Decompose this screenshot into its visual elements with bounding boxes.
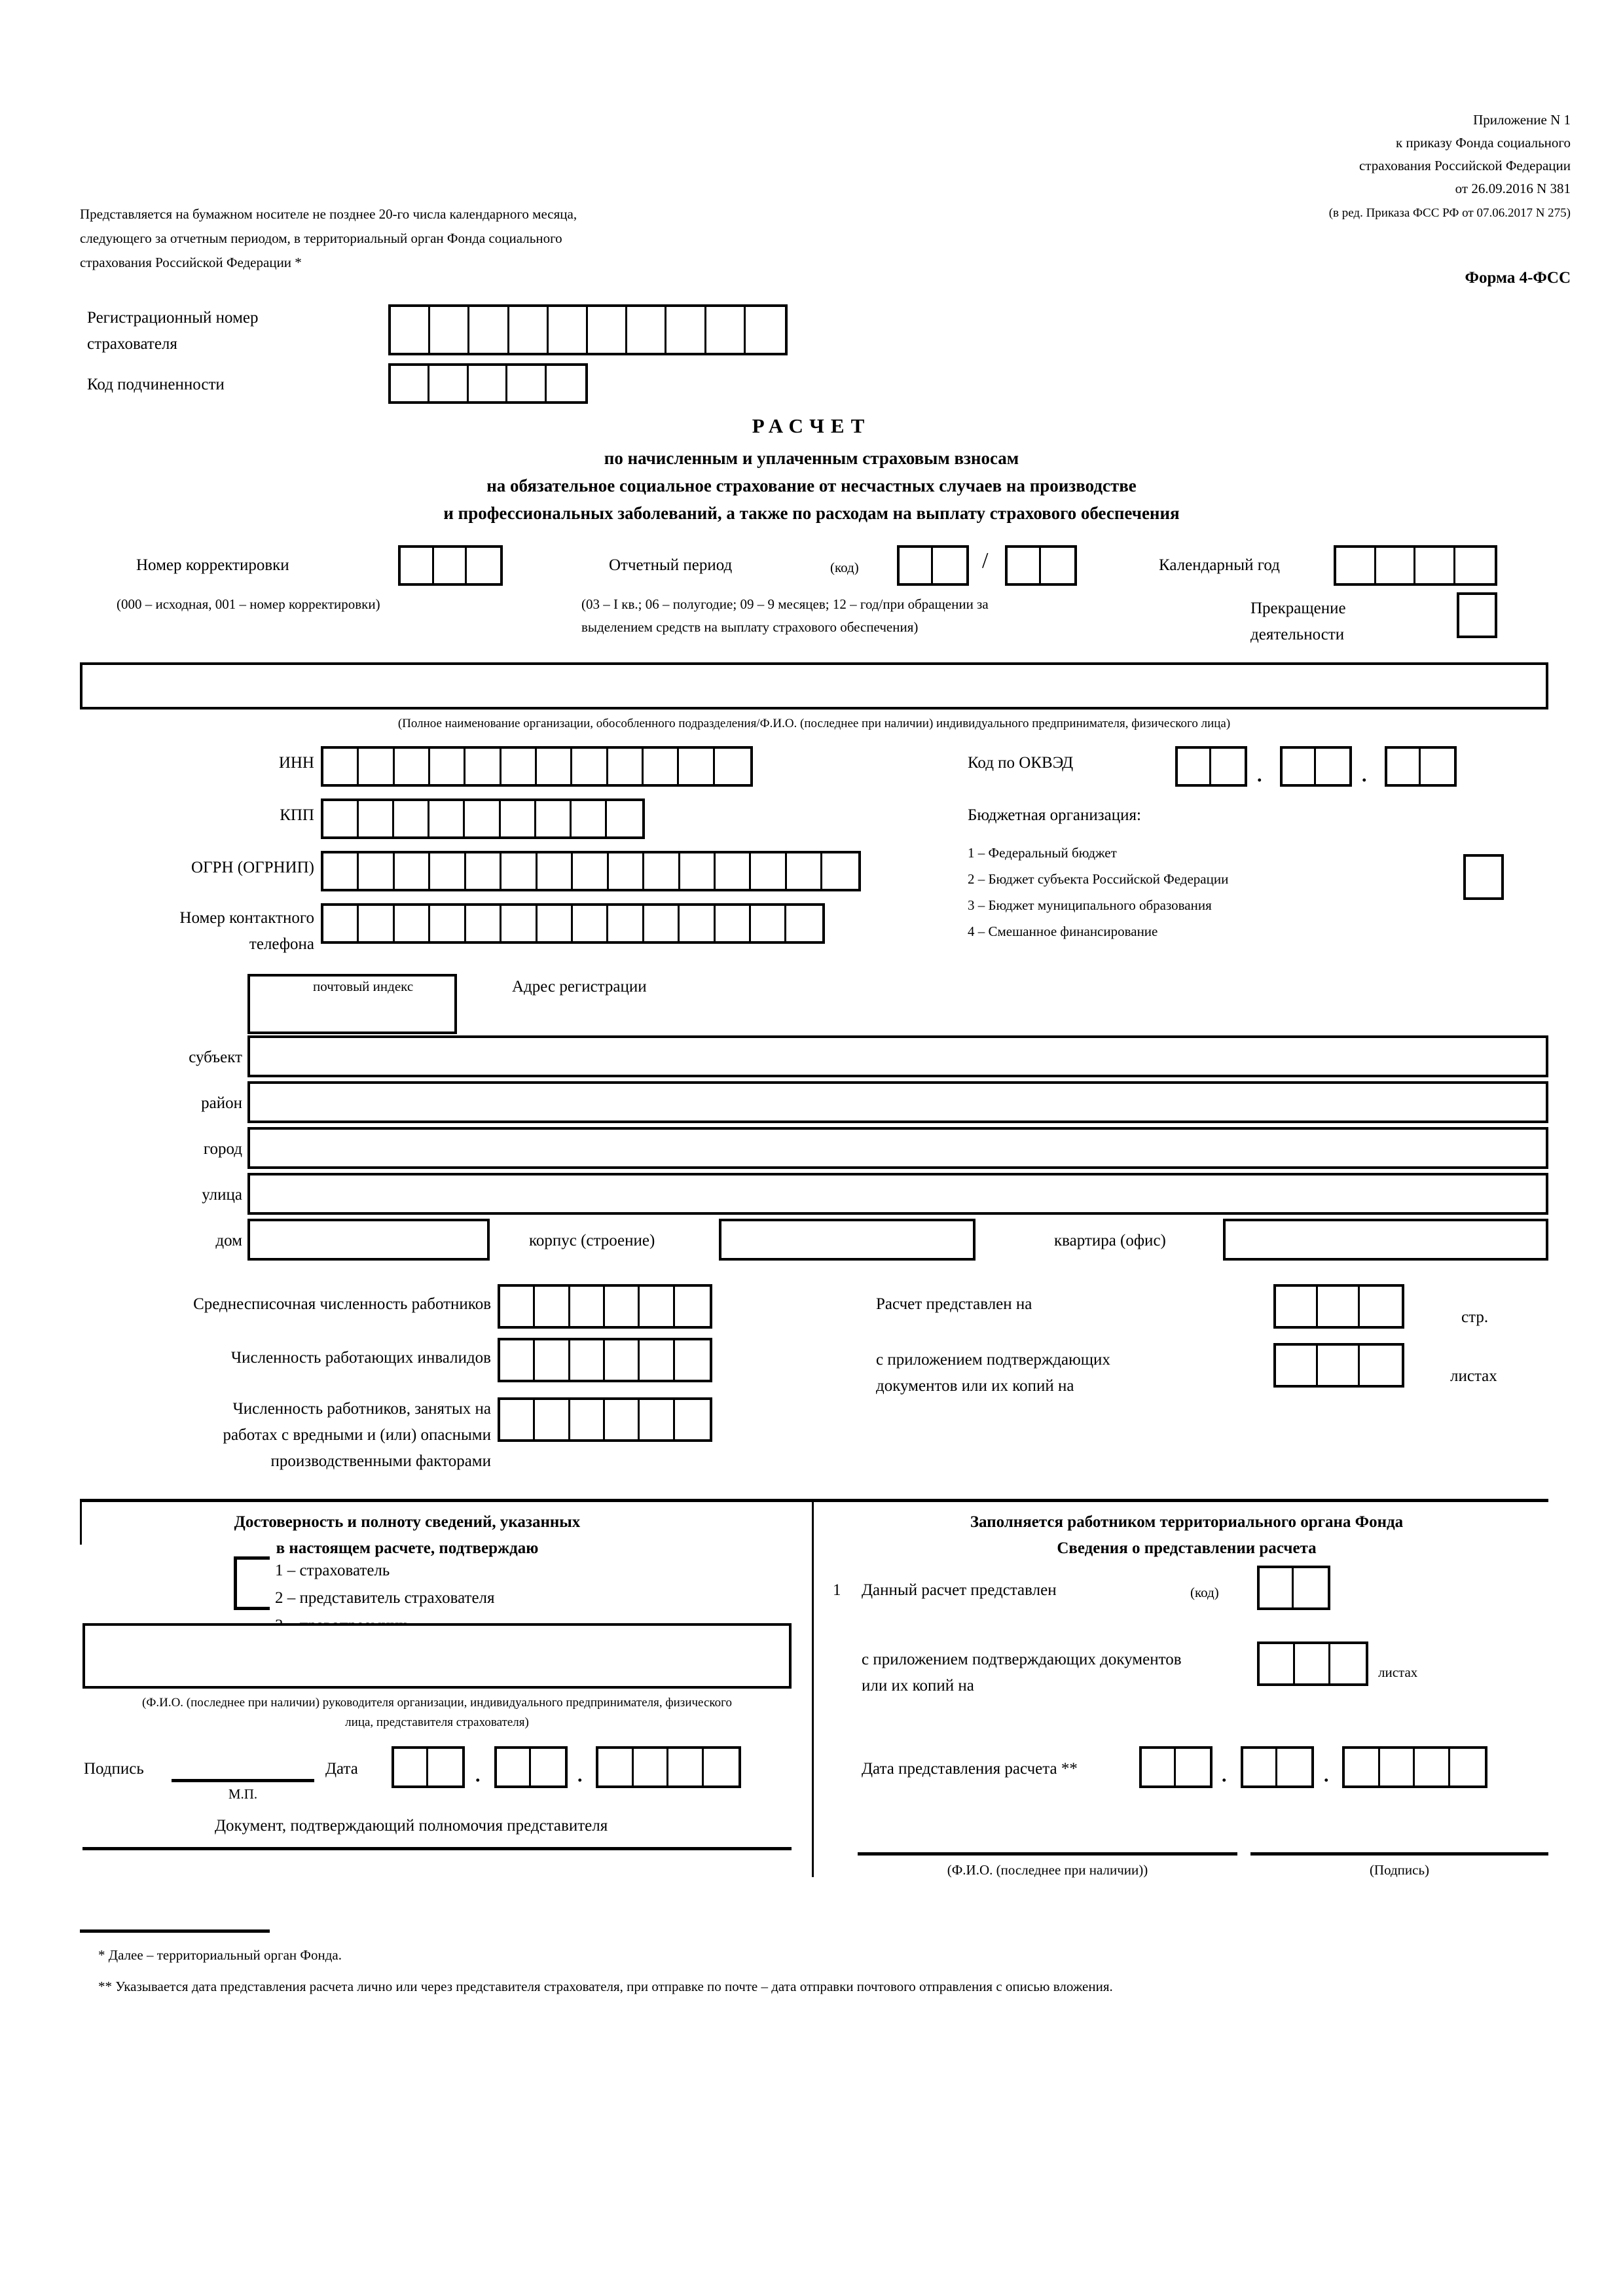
appendix-line-3: страхования Российской Федерации — [1359, 158, 1571, 173]
comb-cell[interactable] — [1360, 1346, 1402, 1385]
comb-cell[interactable] — [1260, 1644, 1295, 1683]
comb-cell[interactable] — [570, 1400, 605, 1439]
comb-cell[interactable] — [434, 548, 467, 583]
comb-cell[interactable] — [430, 906, 465, 941]
comb-cell[interactable] — [500, 1400, 535, 1439]
comb-cell[interactable] — [706, 307, 746, 353]
budget-organization-input[interactable] — [1463, 854, 1504, 900]
declaration-date-year-input[interactable] — [596, 1746, 741, 1788]
comb-cell[interactable] — [465, 801, 500, 836]
comb-cell[interactable] — [675, 1400, 710, 1439]
okved-dot-1: . — [1257, 764, 1262, 786]
postal-index-label: почтовый индекс — [313, 978, 414, 994]
footnote-2: ** Указывается дата представления расчета лично или через представителя страхователя, при отправке по почте – дата отправки почтового отправления с описью вложения. — [98, 1979, 1113, 1994]
fund-fio-caption: (Ф.И.О. (последнее при наличии)) — [947, 1862, 1148, 1878]
ogrn-input[interactable] — [321, 851, 861, 891]
fund-item-number: 1 — [833, 1581, 841, 1599]
page-subtitle-line-2: на обязательное социальное страхование от несчастных случаев на производстве — [486, 476, 1137, 495]
comb-cell[interactable] — [666, 307, 706, 353]
address-input-subject[interactable] — [247, 1035, 1548, 1077]
address-input-district[interactable] — [247, 1081, 1548, 1123]
pages-submitted-unit: стр. — [1461, 1308, 1489, 1326]
stamp-label: М.П. — [228, 1786, 258, 1802]
calendar-year-input[interactable] — [1334, 545, 1497, 586]
reporting-period-hint-line-1: (03 – I кв.; 06 – полугодие; 09 – 9 месяцев; 12 – год/при обращении за — [581, 596, 989, 612]
address-input-house[interactable] — [247, 1219, 490, 1261]
comb-cell[interactable] — [1380, 1749, 1415, 1785]
termination-input[interactable] — [1457, 592, 1497, 638]
address-input-apartment[interactable] — [1223, 1219, 1548, 1261]
comb-cell[interactable] — [1283, 749, 1316, 784]
comb-cell[interactable] — [640, 1287, 674, 1326]
address-label-apartment: квартира (офис) — [1054, 1232, 1166, 1249]
comb-cell[interactable] — [538, 853, 573, 889]
subordination-code-input[interactable] — [388, 363, 588, 404]
comb-cell[interactable] — [598, 1749, 634, 1785]
comb-cell[interactable] — [1318, 1287, 1360, 1326]
comb-cell[interactable] — [500, 1340, 535, 1380]
comb-cell[interactable] — [531, 1749, 565, 1785]
fund-attachments-label-line-1: с приложением подтверждающих документов — [862, 1651, 1182, 1668]
comb-cell[interactable] — [1345, 1749, 1380, 1785]
comb-cell[interactable] — [1415, 548, 1455, 583]
reporting-period-input-right[interactable] — [1005, 545, 1077, 586]
comb-cell[interactable] — [680, 853, 716, 889]
comb-cell[interactable] — [1276, 1346, 1318, 1385]
comb-cell[interactable] — [640, 1340, 674, 1380]
power-of-attorney-label: Документ, подтверждающий полномочия представителя — [215, 1817, 608, 1835]
comb-cell[interactable] — [535, 1340, 570, 1380]
okved-input-group-3[interactable] — [1385, 746, 1457, 787]
comb-cell[interactable] — [675, 1287, 710, 1326]
comb-cell[interactable] — [391, 366, 429, 401]
address-label-city: город — [203, 1140, 242, 1158]
declaration-type-input[interactable] — [234, 1556, 270, 1610]
attachments-unit: листах — [1450, 1367, 1497, 1385]
comb-cell[interactable] — [822, 853, 858, 889]
budget-option-4: 4 – Смешанное финансирование — [968, 924, 1158, 939]
budget-organization-title: Бюджетная организация: — [968, 806, 1141, 824]
address-label-subject: субъект — [189, 1049, 242, 1066]
termination-label-line-1: Прекращение — [1250, 600, 1346, 617]
comb-cell[interactable] — [501, 906, 537, 941]
okved-input-group-2[interactable] — [1280, 746, 1352, 787]
reporting-period-code-label: (код) — [830, 560, 859, 575]
address-label-building: корпус (строение) — [529, 1232, 655, 1249]
fund-attachments-input[interactable] — [1257, 1641, 1368, 1686]
comb-cell[interactable] — [538, 906, 573, 941]
page-subtitle-line-1: по начисленным и уплаченным страховым взносам — [604, 448, 1019, 468]
comb-cell[interactable] — [1008, 548, 1041, 583]
address-label-street: улица — [202, 1186, 242, 1204]
comb-cell[interactable] — [715, 749, 750, 784]
kpp-label: КПП — [280, 806, 314, 824]
declaration-option-2: 2 – представитель страхователя — [275, 1589, 495, 1607]
average-headcount-input[interactable] — [498, 1284, 712, 1329]
fund-signature-line[interactable] — [1250, 1852, 1548, 1856]
declaration-title-line-2: в настоящем расчете, подтверждаю — [276, 1539, 539, 1557]
okved-input-group-1[interactable] — [1175, 746, 1247, 787]
fund-fio-line[interactable] — [858, 1852, 1237, 1856]
inn-input[interactable] — [321, 746, 753, 787]
comb-cell[interactable] — [634, 1749, 669, 1785]
comb-cell[interactable] — [679, 749, 714, 784]
comb-cell[interactable] — [1336, 548, 1376, 583]
comb-cell[interactable] — [535, 1287, 570, 1326]
comb-cell[interactable] — [605, 1287, 640, 1326]
comb-cell[interactable] — [608, 749, 644, 784]
comb-cell[interactable] — [627, 307, 666, 353]
declaration-date-month-input[interactable] — [494, 1746, 568, 1788]
disabled-headcount-input[interactable] — [498, 1338, 712, 1382]
pages-submitted-label: Расчет представлен на — [876, 1295, 1032, 1313]
fund-code-input[interactable] — [1257, 1566, 1330, 1610]
comb-cell[interactable] — [430, 853, 465, 889]
organization-name-caption: (Полное наименование организации, обособленного подразделения/Ф.И.О. (последнее при наличии) индивидуального предпринимателя, физического лица) — [397, 717, 1231, 730]
comb-cell[interactable] — [1041, 548, 1074, 583]
comb-cell[interactable] — [1316, 749, 1349, 784]
comb-cell[interactable] — [1295, 1644, 1330, 1683]
inn-label: ИНН — [278, 754, 314, 772]
comb-cell[interactable] — [466, 906, 501, 941]
comb-cell[interactable] — [787, 853, 822, 889]
power-of-attorney-line[interactable] — [82, 1847, 792, 1850]
reporting-period-input-left[interactable] — [897, 545, 969, 586]
comb-cell[interactable] — [751, 853, 786, 889]
comb-cell[interactable] — [751, 906, 786, 941]
correction-number-label: Номер корректировки — [136, 556, 289, 574]
comb-cell[interactable] — [573, 853, 608, 889]
comb-cell[interactable] — [1421, 749, 1454, 784]
comb-cell[interactable] — [507, 366, 546, 401]
comb-cell[interactable] — [500, 1287, 535, 1326]
correction-number-hint: (000 – исходная, 001 – номер корректировки) — [117, 596, 380, 612]
comb-cell[interactable] — [1276, 1287, 1318, 1326]
fund-signature-caption: (Подпись) — [1369, 1862, 1430, 1878]
comb-cell[interactable] — [572, 801, 607, 836]
comb-cell[interactable] — [1260, 1568, 1294, 1607]
comb-cell[interactable] — [395, 853, 430, 889]
comb-cell[interactable] — [1176, 1749, 1210, 1785]
comb-cell[interactable] — [1450, 1749, 1486, 1785]
registration-number-label-line-1: Регистрационный номер — [87, 309, 259, 327]
comb-cell[interactable] — [786, 906, 822, 941]
comb-cell[interactable] — [501, 801, 536, 836]
comb-cell[interactable] — [605, 1340, 640, 1380]
comb-cell[interactable] — [465, 749, 501, 784]
comb-cell[interactable] — [644, 906, 680, 941]
comb-cell[interactable] — [467, 548, 500, 583]
comb-cell[interactable] — [1142, 1749, 1176, 1785]
comb-cell[interactable] — [1211, 749, 1245, 784]
comb-cell[interactable] — [1277, 1749, 1311, 1785]
comb-cell[interactable] — [359, 906, 394, 941]
subordination-code-label: Код подчиненности — [87, 376, 225, 393]
reporting-period-label: Отчетный период — [609, 556, 733, 574]
comb-cell[interactable] — [640, 1400, 674, 1439]
declaration-date-dot-2: . — [577, 1765, 583, 1786]
reporting-period-hint-line-2: выделением средств на выплату страхового обеспечения) — [581, 619, 919, 635]
comb-cell[interactable] — [1330, 1644, 1366, 1683]
comb-cell[interactable] — [501, 749, 537, 784]
comb-cell[interactable] — [716, 906, 751, 941]
comb-cell[interactable] — [547, 366, 585, 401]
comb-cell[interactable] — [675, 1340, 710, 1380]
fund-date-dot-2: . — [1324, 1765, 1329, 1786]
bottom-panel-top-rule — [80, 1499, 1548, 1502]
fund-item-label: Данный расчет представлен — [862, 1581, 1057, 1599]
comb-cell[interactable] — [430, 749, 465, 784]
average-headcount-label: Среднесписочная численность работников — [193, 1295, 491, 1313]
comb-cell[interactable] — [900, 548, 933, 583]
hazardous-headcount-label-line-2: работах с вредными и (или) опасными — [223, 1426, 491, 1444]
declaration-date-day-input[interactable] — [392, 1746, 465, 1788]
fund-attachments-unit: листах — [1378, 1664, 1418, 1680]
comb-cell[interactable] — [497, 1749, 531, 1785]
declaration-option-1: 1 – страхователь — [275, 1562, 390, 1579]
fund-attachments-label-line-2: или их копий на — [862, 1677, 974, 1695]
appendix-revision: (в ред. Приказа ФСС РФ от 07.06.2017 N 275) — [1328, 206, 1571, 220]
comb-cell[interactable] — [395, 749, 430, 784]
comb-cell[interactable] — [395, 906, 430, 941]
comb-cell[interactable] — [1178, 749, 1211, 784]
comb-cell[interactable] — [1360, 1287, 1402, 1326]
comb-cell[interactable] — [933, 548, 966, 583]
comb-cell[interactable] — [401, 548, 434, 583]
comb-cell[interactable] — [429, 801, 465, 836]
comb-cell[interactable] — [605, 1400, 640, 1439]
address-label-district: район — [201, 1094, 242, 1112]
ogrn-label: ОГРН (ОГРНИП) — [191, 859, 314, 876]
page-subtitle-line-3: и профессиональных заболеваний, а также по расходам на выплату страхового обеспечения — [443, 503, 1180, 523]
attachments-label-line-1: с приложением подтверждающих — [876, 1351, 1110, 1369]
comb-cell[interactable] — [469, 366, 507, 401]
comb-cell[interactable] — [1376, 548, 1416, 583]
phone-label-line-1: Номер контактного — [179, 909, 314, 927]
comb-cell[interactable] — [509, 307, 549, 353]
hazardous-headcount-label-line-3: производственными факторами — [270, 1452, 491, 1470]
bottom-panel-divider — [812, 1499, 814, 1877]
comb-cell[interactable] — [394, 801, 429, 836]
page-title: РАСЧЕТ — [752, 414, 871, 437]
okved-label: Код по ОКВЭД — [968, 754, 1074, 772]
comb-cell[interactable] — [536, 801, 572, 836]
comb-cell[interactable] — [391, 307, 430, 353]
organization-name-input[interactable] — [80, 662, 1548, 709]
comb-cell[interactable] — [644, 853, 680, 889]
comb-cell[interactable] — [466, 853, 501, 889]
submission-note-line-3: страхования Российской Федерации * — [80, 255, 302, 270]
comb-cell[interactable] — [570, 1287, 605, 1326]
comb-cell[interactable] — [323, 853, 359, 889]
declaration-fio-caption-line-1: (Ф.И.О. (последнее при наличии) руководителя организации, индивидуального предпринимателя, физического — [142, 1696, 732, 1710]
comb-cell[interactable] — [609, 853, 644, 889]
declaration-date-dot-1: . — [475, 1765, 481, 1786]
comb-cell[interactable] — [1294, 1568, 1328, 1607]
budget-option-3: 3 – Бюджет муниципального образования — [968, 897, 1212, 913]
reporting-period-separator: / — [982, 548, 989, 573]
pages-submitted-input[interactable] — [1273, 1284, 1404, 1329]
comb-cell[interactable] — [323, 906, 359, 941]
fund-section-title-line-2: Сведения о представлении расчета — [1057, 1539, 1317, 1557]
form-code-label: Форма 4-ФСС — [1465, 269, 1571, 287]
kpp-input[interactable] — [321, 798, 645, 839]
comb-cell[interactable] — [394, 1749, 428, 1785]
budget-option-1: 1 – Федеральный бюджет — [968, 845, 1117, 861]
fund-date-label: Дата представления расчета ** — [862, 1760, 1078, 1778]
comb-cell[interactable] — [572, 749, 608, 784]
comb-cell[interactable] — [1387, 749, 1421, 784]
declaration-date-label: Дата — [325, 1760, 358, 1778]
correction-number-input[interactable] — [398, 545, 503, 586]
comb-cell[interactable] — [570, 1340, 605, 1380]
submission-note-line-1: Представляется на бумажном носителе не позднее 20-го числа календарного месяца, — [80, 206, 577, 222]
comb-cell[interactable] — [1243, 1749, 1277, 1785]
comb-cell[interactable] — [359, 853, 394, 889]
fund-date-year-input[interactable] — [1342, 1746, 1487, 1788]
footnote-separator — [80, 1929, 270, 1933]
fund-date-dot-1: . — [1222, 1765, 1227, 1786]
fund-section-title-line-1: Заполняется работником территориального органа Фонда — [970, 1513, 1404, 1531]
submission-note-line-2: следующего за отчетным периодом, в территориальный орган Фонда социального — [80, 230, 562, 246]
termination-label-line-2: деятельности — [1250, 626, 1345, 643]
comb-cell[interactable] — [323, 801, 359, 836]
comb-cell[interactable] — [535, 1400, 570, 1439]
comb-cell[interactable] — [668, 1749, 704, 1785]
declaration-fio-input[interactable] — [82, 1623, 792, 1689]
footnote-1: * Далее – территориальный орган Фонда. — [98, 1947, 342, 1963]
comb-cell[interactable] — [1318, 1346, 1360, 1385]
address-label-house: дом — [215, 1232, 242, 1249]
address-input-street[interactable] — [247, 1173, 1548, 1215]
attachments-input[interactable] — [1273, 1343, 1404, 1388]
comb-cell[interactable] — [608, 906, 644, 941]
budget-option-2: 2 – Бюджет субъекта Российской Федерации — [968, 871, 1229, 887]
comb-cell[interactable] — [323, 749, 359, 784]
comb-cell[interactable] — [430, 307, 469, 353]
signature-line[interactable] — [172, 1779, 314, 1782]
attachments-label-line-2: документов или их копий на — [876, 1377, 1074, 1395]
hazardous-headcount-input[interactable] — [498, 1397, 712, 1442]
comb-cell[interactable] — [573, 906, 608, 941]
comb-cell[interactable] — [1455, 548, 1495, 583]
comb-cell[interactable] — [537, 749, 572, 784]
phone-input[interactable] — [321, 903, 825, 944]
okved-dot-2: . — [1362, 764, 1367, 786]
fund-code-label: (код) — [1190, 1585, 1219, 1600]
disabled-headcount-label: Численность работающих инвалидов — [230, 1349, 491, 1367]
comb-cell[interactable] — [549, 307, 588, 353]
appendix-line-1: Приложение N 1 — [1473, 112, 1571, 128]
comb-cell[interactable] — [746, 307, 785, 353]
comb-cell[interactable] — [704, 1749, 739, 1785]
registration-number-input[interactable] — [388, 304, 788, 355]
calendar-year-label: Календарный год — [1159, 556, 1280, 574]
comb-cell[interactable] — [429, 366, 468, 401]
fund-date-month-input[interactable] — [1241, 1746, 1314, 1788]
comb-cell[interactable] — [588, 307, 627, 353]
declaration-title-line-1: Достоверность и полноту сведений, указанных — [234, 1513, 581, 1531]
declaration-fio-caption-line-2: лица, представителя страхователя) — [345, 1715, 529, 1729]
phone-label-line-2: телефона — [249, 935, 314, 953]
fund-date-day-input[interactable] — [1139, 1746, 1213, 1788]
comb-cell[interactable] — [680, 906, 715, 941]
comb-cell[interactable] — [1415, 1749, 1450, 1785]
comb-cell[interactable] — [428, 1749, 462, 1785]
address-section-title: Адрес регистрации — [512, 978, 647, 996]
comb-cell[interactable] — [501, 853, 537, 889]
comb-cell[interactable] — [607, 801, 642, 836]
appendix-line-4: от 26.09.2016 N 381 — [1455, 181, 1571, 196]
address-input-city[interactable] — [247, 1127, 1548, 1169]
comb-cell[interactable] — [359, 749, 394, 784]
appendix-line-2: к приказу Фонда социального — [1395, 135, 1571, 151]
comb-cell[interactable] — [644, 749, 679, 784]
registration-number-label-line-2: страхователя — [87, 335, 177, 353]
comb-cell[interactable] — [469, 307, 509, 353]
hazardous-headcount-label-line-1: Численность работников, занятых на — [232, 1400, 491, 1418]
comb-cell[interactable] — [716, 853, 751, 889]
comb-cell[interactable] — [359, 801, 394, 836]
signature-label: Подпись — [84, 1760, 144, 1778]
address-input-building[interactable] — [719, 1219, 976, 1261]
